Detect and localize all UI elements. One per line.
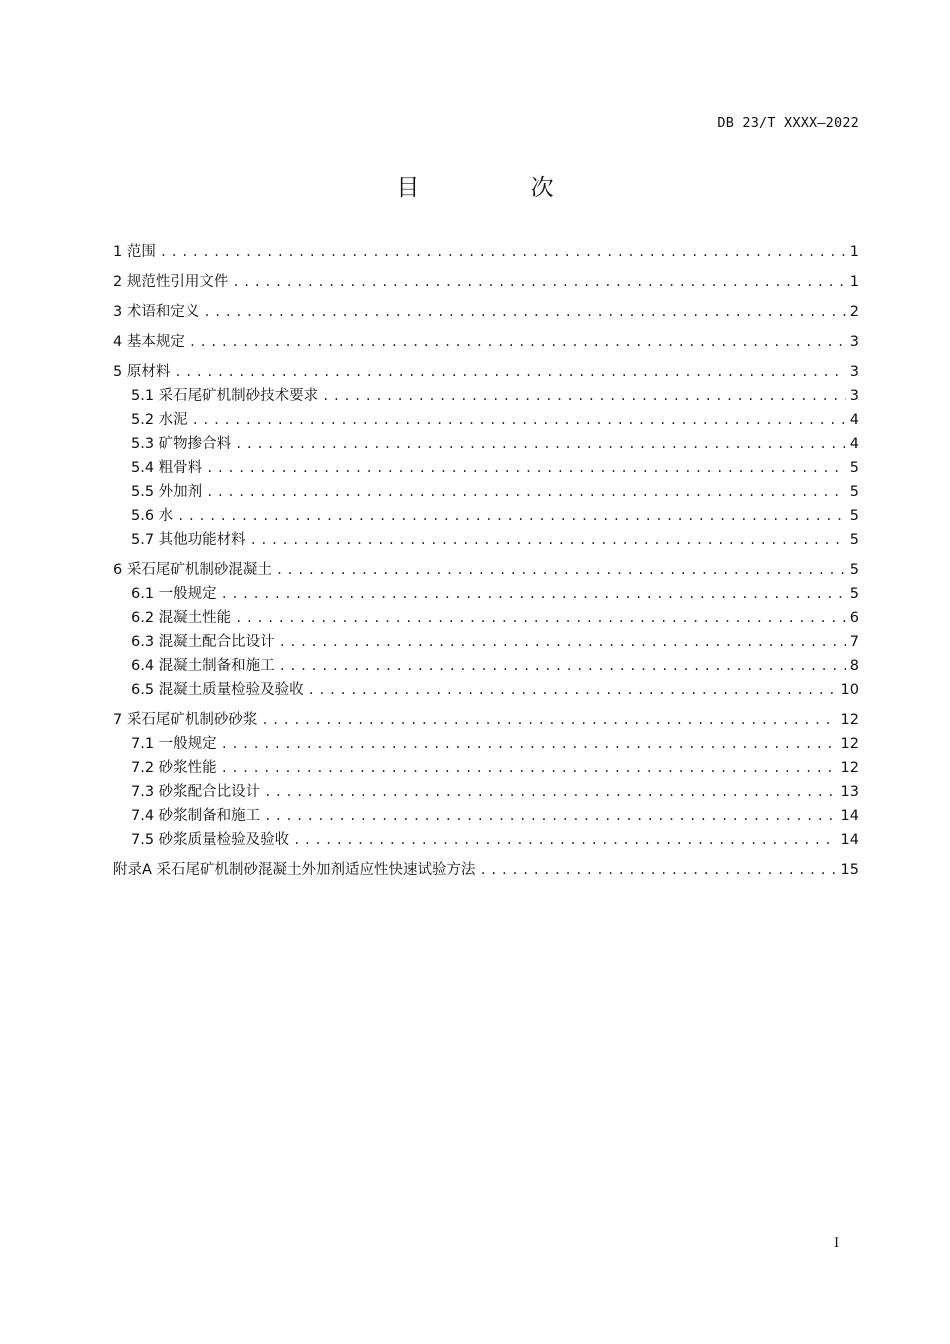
toc-entry-number: 5.7 <box>131 532 155 548</box>
dot-leader <box>203 300 845 324</box>
dot-leader <box>206 480 846 504</box>
toc-entry[interactable] <box>113 828 859 852</box>
dot-leader <box>160 240 846 264</box>
toc-entry-label: 砂浆制备和施工 <box>158 808 261 824</box>
toc-entry-label: 粗骨料 <box>158 460 203 476</box>
toc-entry-label: 混凝土性能 <box>158 610 232 626</box>
toc-entry-label: 矿物掺合料 <box>158 436 232 452</box>
dot-leader <box>480 858 837 882</box>
dot-leader <box>235 606 846 630</box>
dot-leader <box>221 582 846 606</box>
toc-entry-number: 2 <box>113 274 123 290</box>
dot-leader <box>235 432 846 456</box>
toc-entry-number: 5.4 <box>131 460 155 476</box>
toc-entry[interactable] <box>113 756 859 780</box>
table-of-contents <box>113 240 859 882</box>
toc-entry-page: 5 <box>849 508 859 524</box>
toc-entry-number: 6.4 <box>131 658 155 674</box>
toc-entry[interactable] <box>113 654 859 678</box>
toc-entry-label: 混凝土制备和施工 <box>158 658 275 674</box>
toc-entry-page: 13 <box>840 784 859 800</box>
toc-entry-page: 10 <box>840 682 859 698</box>
toc-entry-label: 采石尾矿机制砂砂浆 <box>126 712 258 728</box>
toc-entry-page: 3 <box>849 334 859 350</box>
toc-entry-page: 12 <box>840 712 859 728</box>
document-code: DB 23/T XXXX—2022 <box>717 115 859 131</box>
toc-entry[interactable] <box>113 732 859 756</box>
toc-entry-number: 7.2 <box>131 760 155 776</box>
toc-entry[interactable] <box>113 780 859 804</box>
toc-entry-label: 其他功能材料 <box>158 532 246 548</box>
toc-entry[interactable] <box>113 708 859 732</box>
toc-entry-page: 3 <box>849 388 859 404</box>
dot-leader <box>250 528 846 552</box>
toc-entry-label: 砂浆质量检验及验收 <box>158 832 290 848</box>
toc-entry-label: 一般规定 <box>158 586 217 602</box>
dot-leader <box>261 708 836 732</box>
toc-entry-page: 12 <box>840 736 859 752</box>
dot-leader <box>279 654 846 678</box>
toc-entry-number: 7.1 <box>131 736 155 752</box>
toc-entry-label: 采石尾矿机制砂混凝土 <box>126 562 272 578</box>
dot-leader <box>174 360 845 384</box>
toc-entry-page: 7 <box>849 634 859 650</box>
toc-entry[interactable] <box>113 630 859 654</box>
toc-entry-page: 2 <box>849 304 859 320</box>
toc-entry[interactable] <box>113 528 859 552</box>
toc-entry-page: 1 <box>849 244 859 260</box>
toc-entry-label: 术语和定义 <box>126 304 200 320</box>
toc-entry-label: 原材料 <box>126 364 171 380</box>
dot-leader <box>322 384 846 408</box>
toc-entry-page: 5 <box>849 532 859 548</box>
toc-entry-number: 5.3 <box>131 436 155 452</box>
toc-entry[interactable] <box>113 240 859 264</box>
dot-leader <box>192 408 846 432</box>
toc-entry-page: 6 <box>849 610 859 626</box>
toc-entry[interactable] <box>113 330 859 354</box>
toc-entry-label: 水泥 <box>158 412 188 428</box>
toc-entry-number: 5.6 <box>131 508 155 524</box>
toc-entry-number: 5.5 <box>131 484 155 500</box>
toc-entry[interactable] <box>113 270 859 294</box>
toc-entry[interactable] <box>113 504 859 528</box>
toc-entry-number: 7.3 <box>131 784 155 800</box>
toc-entry-page: 14 <box>840 808 859 824</box>
toc-entry-number: 6 <box>113 562 123 578</box>
dot-leader <box>206 456 846 480</box>
toc-entry-label: 规范性引用文件 <box>126 274 229 290</box>
toc-entry-page: 12 <box>840 760 859 776</box>
toc-entry-page: 14 <box>840 832 859 848</box>
dot-leader <box>293 828 836 852</box>
toc-entry-label: 砂浆性能 <box>158 760 217 776</box>
page-number: I <box>834 1236 840 1251</box>
toc-entry-page: 1 <box>849 274 859 290</box>
toc-entry-label: 外加剂 <box>158 484 203 500</box>
dot-leader <box>308 678 837 702</box>
toc-entry[interactable] <box>113 480 859 504</box>
toc-entry-page: 4 <box>849 436 859 452</box>
dot-leader <box>264 780 836 804</box>
toc-entry-number: 6.2 <box>131 610 155 626</box>
page-title: 目 次 <box>396 175 606 202</box>
toc-entry-number: 7.5 <box>131 832 155 848</box>
dot-leader <box>279 630 846 654</box>
toc-entry-number: 6.5 <box>131 682 155 698</box>
toc-entry-label: 混凝土配合比设计 <box>158 634 275 650</box>
toc-entry-number: 6.1 <box>131 586 155 602</box>
toc-entry[interactable] <box>113 456 859 480</box>
toc-entry[interactable] <box>113 384 859 408</box>
toc-entry[interactable] <box>113 432 859 456</box>
toc-entry[interactable] <box>113 300 859 324</box>
toc-entry-page: 5 <box>849 484 859 500</box>
toc-entry[interactable] <box>113 858 859 882</box>
dot-leader <box>232 270 845 294</box>
toc-entry[interactable] <box>113 606 859 630</box>
toc-entry-page: 8 <box>849 658 859 674</box>
toc-entry-label: 砂浆配合比设计 <box>158 784 261 800</box>
toc-entry-page: 15 <box>840 862 859 878</box>
dot-leader <box>221 732 837 756</box>
toc-entry-page: 5 <box>849 460 859 476</box>
toc-entry-number: 附录A <box>113 862 152 878</box>
toc-entry-number: 6.3 <box>131 634 155 650</box>
toc-entry-label: 水 <box>158 508 174 524</box>
toc-entry-page: 5 <box>849 586 859 602</box>
toc-entry[interactable] <box>113 804 859 828</box>
toc-entry-label: 一般规定 <box>158 736 217 752</box>
dot-leader <box>264 804 836 828</box>
toc-entry[interactable] <box>113 408 859 432</box>
dot-leader <box>177 504 846 528</box>
toc-entry-label: 基本规定 <box>126 334 185 350</box>
toc-entry-label: 采石尾矿机制砂混凝土外加剂适应性快速试验方法 <box>156 862 476 878</box>
toc-entry-number: 7 <box>113 712 123 728</box>
toc-entry[interactable] <box>113 360 859 384</box>
toc-entry[interactable] <box>113 558 859 582</box>
toc-entry-number: 5 <box>113 364 123 380</box>
toc-entry-number: 4 <box>113 334 123 350</box>
toc-entry-label: 范围 <box>126 244 156 260</box>
dot-leader <box>189 330 846 354</box>
dot-leader <box>276 558 846 582</box>
toc-entry-number: 5.2 <box>131 412 155 428</box>
toc-entry-page: 3 <box>849 364 859 380</box>
toc-entry-label: 混凝土质量检验及验收 <box>158 682 304 698</box>
toc-entry-page: 5 <box>849 562 859 578</box>
toc-entry-number: 3 <box>113 304 123 320</box>
toc-entry[interactable] <box>113 582 859 606</box>
toc-entry-number: 1 <box>113 244 123 260</box>
toc-entry-label: 采石尾矿机制砂技术要求 <box>158 388 319 404</box>
toc-entry[interactable] <box>113 678 859 702</box>
toc-entry-page: 4 <box>849 412 859 428</box>
toc-entry-number: 5.1 <box>131 388 155 404</box>
toc-entry-number: 7.4 <box>131 808 155 824</box>
dot-leader <box>221 756 837 780</box>
